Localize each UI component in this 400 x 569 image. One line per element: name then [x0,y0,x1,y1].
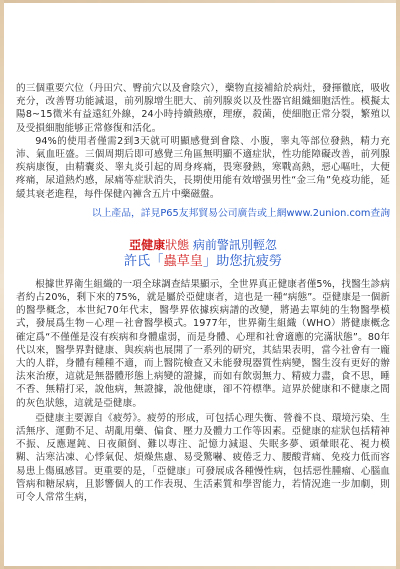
sub-health-section [16,278,390,504]
headline-brand: 亞健康 [129,237,166,252]
article-body [16,82,390,504]
section-subheadline [16,254,390,270]
headline-status-word: 狀態 [165,237,190,252]
headline-rest: 病前警訊別輕忽 [189,237,277,252]
page-border-left [0,0,4,569]
page-border-top [0,0,400,3]
subhead-prefix: 許氏「 [123,253,164,269]
section-headline [16,238,390,253]
symptoms-paragraph: 亞健康主要源自《疲勞》。疲勞的形成，可包括心理失衡、營養不良、環境污染、生活無序、運動不足、胡亂用藥、偏食、壓力及體力工作等因素。亞健康的症狀包括精神不振、反應遲鈍、日夜顛倒、難以專注、記憶力減退、失眠多夢、頭暈眼花、視力模糊、沾寒沾凍、心悸氣促、煩燥焦慮、易受驚嚇、疲倦乏力、腰酸背痛、免疫力低而容易患上傷風感冒。更重要的是，「亞健康」可發展成各種慢性病，包括惡性腫瘤、心腦血管病和糖尿病，且影響個人的工作表現、生活素質和學習能力，若情況進一步加劇，則可令人常常生病， [16,412,390,504]
page-border-right [396,0,400,569]
usage-stats-paragraph: 94%的使用者僅需2到3天就可明顯感覺到會陰、小腹，睾丸等部位發熱，精力充沛、氣血旺盛。三個周期后即可感覺三角區無明顯不適症狀，性功能障礙改善，前列腺疾病康復，由精囊炎、睾丸炎引起的周身疼痛，畏寒發熱，寒戰高熱，惡心嘔吐，大便疼痛，尿道熱灼感，尿痛等症狀消失，長期使用能有效增强男性“金三角”免疫功能，延緩其衰老進程，每件保健內褲含五片中藥磁盤。 [16,135,390,200]
who-survey-paragraph: 根據世界衛生組織的一項全球調查結果顯示，全世界真正健康者僅5%，找醫生診病者約占20%，剩下來的75%，就是屬於亞健康者，這也是一種“病態”。亞健康是一個新的醫學概念，本世紀70年代末，醫學界依據疾病譜的改變，將過去單純的生物醫學模式，發展爲生物－心理－社會醫學模式。1977年，世界衛生組織（WHO）將健康概念確定爲“不僅僅是沒有疾病和身體虛弱，而是身體、心理和社會適應的完滿狀態”。80年代以來，醫學界對健康、與疾病也展開了一系列的研究，其結果表明，當今社會有一龐大的人群，身體有種種不適，而上醫院檢查又未能發現器質性病變，醫生沒有更好的辦法來治療，這就是無器體形態上病變的證據，而如有飲弱無力、精疲力盡，食不思，睡不香、無精打采，說他病，無證據，說他健康，卻不符標準。這界於健康和不健康之間的灰色狀態，這就是亞健康。 [16,278,390,409]
intro-paragraph: 的三個重要穴位（丹田穴、臀前穴以及會陰穴），藥物直接補給於病灶，發揮徹底，吸收充分，改善腎功能減退，前列腺增生肥大、前列腺炎以及性器官組織細胞活性。模擬太陽8~15微米有益遠紅外線，24小時持續熱療，理療，殺菌，使細胞正常分裂，繁殖以及受損細胞能够正常修復和活化。 [16,83,390,134]
subhead-suffix: 」助您抗疲勞 [203,253,283,269]
product-ad-line: 以上產品，詳見P65友邦貿易公司廣告或上網www.2union.com查詢 [91,207,390,219]
subhead-product-name: 蟲草皇 [163,253,203,269]
